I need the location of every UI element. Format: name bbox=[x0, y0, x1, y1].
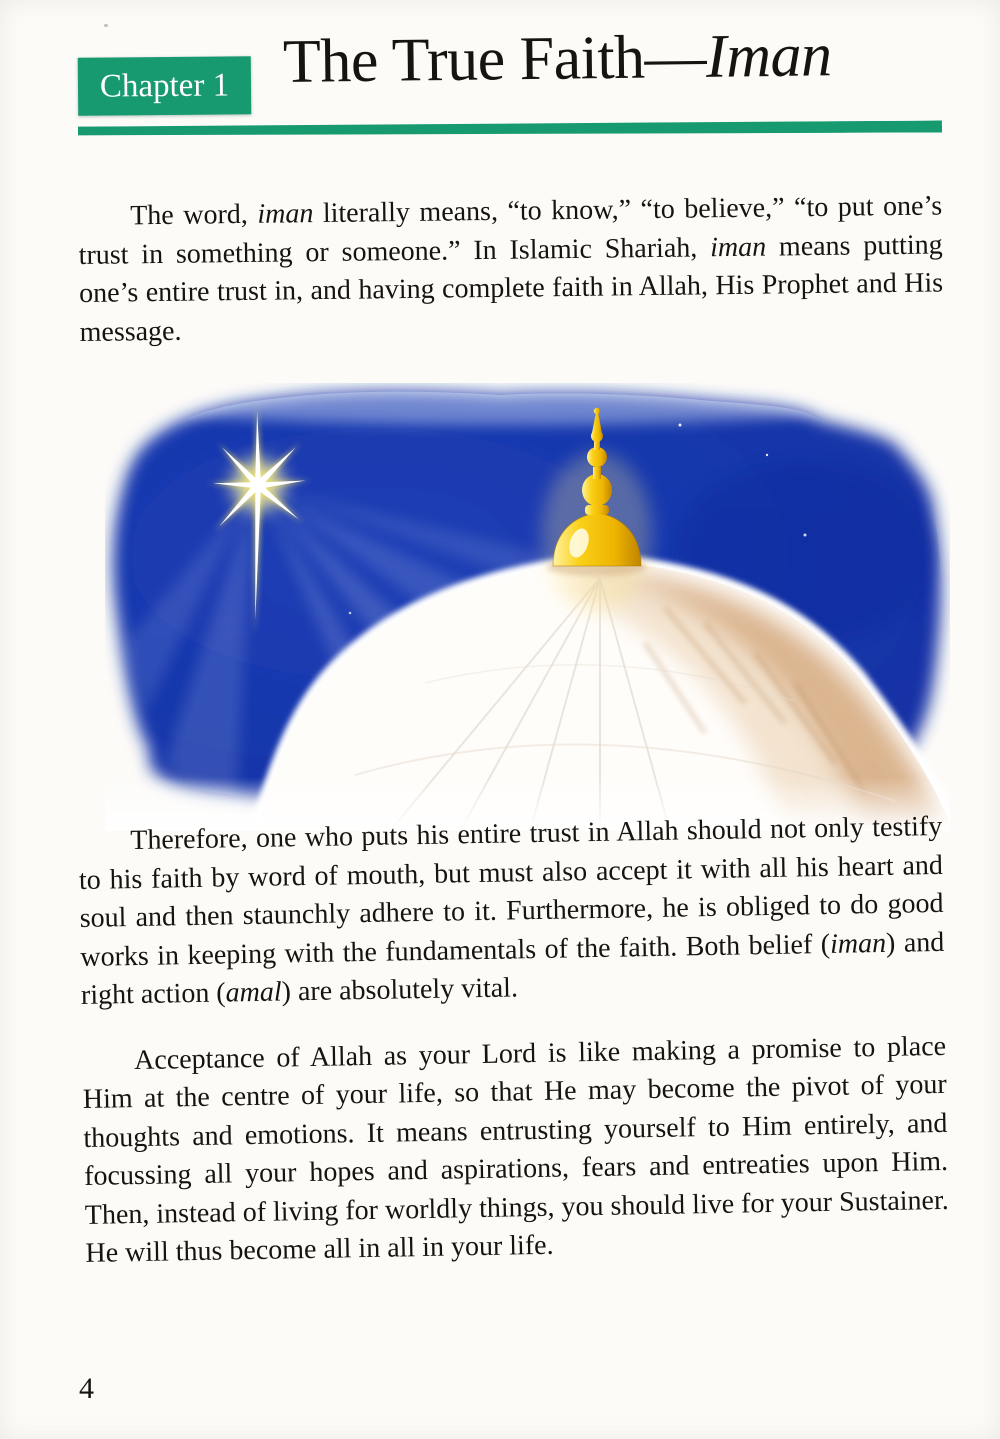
title-main: The True Faith— bbox=[282, 22, 707, 96]
dome-illustration-svg bbox=[105, 383, 950, 831]
title-italic: Iman bbox=[705, 21, 832, 91]
body-text bbox=[78, 808, 950, 1301]
dome-illustration bbox=[105, 383, 950, 831]
paragraph-1: The word, iman literally means, “to know,” “to believe,” “to put one’s trust in something or someone.” In Islamic Shariah, iman means putting one’s entire trust in, and having complete faith in Allah, His Prophet and His message. bbox=[78, 190, 944, 348]
paragraph-3: Acceptance of Allah as your Lord is like making a promise to place Him at the centre of your life, so that He may become the pivot of your thoughts and emotions. It means entrusting yourself to Him entirely, and focussing all your hopes and aspirations, fears and entreaties upon Him. Then, instead of living for worldly things, you should live for your Sustainer. He will thus become all in all in your life. bbox=[82, 1030, 949, 1269]
page-title bbox=[283, 23, 832, 95]
paragraph-2: Therefore, one who puts his entire trust in Allah should not only testify to his faith by word of mouth, but must also accept it with all his heart and soul and then staunchly adhere to it. Furthermore, he is obliged to do good works in keeping with the fundamentals of the faith. Both belief (iman) and right action (amal) are absolutely vital. bbox=[78, 810, 945, 1011]
page-number: 4 bbox=[79, 1372, 94, 1405]
scan-speck bbox=[104, 24, 108, 27]
header-rule bbox=[78, 120, 942, 137]
chapter-label: Chapter 1 bbox=[99, 66, 230, 105]
chapter-badge bbox=[78, 56, 251, 116]
